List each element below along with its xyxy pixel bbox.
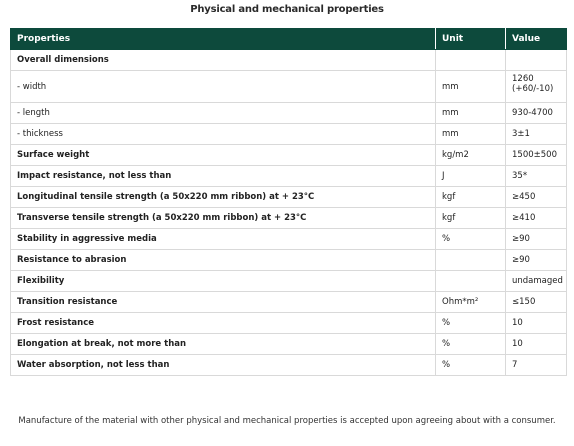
unit-cell: mm	[436, 103, 506, 124]
property-cell: Longitudinal tensile strength (a 50x220 mm ribbon) at + 23°C	[11, 187, 436, 208]
property-cell: Stability in aggressive media	[11, 229, 436, 250]
unit-cell: mm	[436, 124, 506, 145]
table-row	[11, 187, 567, 208]
property-cell: - thickness	[11, 124, 436, 145]
table-header-row	[11, 29, 567, 50]
value-cell: 35*	[506, 166, 567, 187]
table-row	[11, 166, 567, 187]
property-cell: Overall dimensions	[11, 50, 436, 71]
value-cell: ≤150	[506, 292, 567, 313]
table-row	[11, 229, 567, 250]
table-row	[11, 103, 567, 124]
table-row	[11, 292, 567, 313]
value-cell: ≥450	[506, 187, 567, 208]
property-cell: Water absorption, not less than	[11, 355, 436, 376]
header-value: Value	[506, 29, 567, 50]
footnote: Manufacture of the material with other physical and mechanical properties is accepted upon agreeing about with a consumer.	[18, 416, 556, 426]
header-unit: Unit	[436, 29, 506, 50]
table-row	[11, 208, 567, 229]
property-cell: Frost resistance	[11, 313, 436, 334]
table-row	[11, 355, 567, 376]
value-cell: 1500±500	[506, 145, 567, 166]
value-cell: 7	[506, 355, 567, 376]
property-cell: Elongation at break, not more than	[11, 334, 436, 355]
property-cell: Impact resistance, not less than	[11, 166, 436, 187]
unit-cell: kgf	[436, 187, 506, 208]
property-cell: Transverse tensile strength (a 50x220 mm ribbon) at + 23°C	[11, 208, 436, 229]
table-row	[11, 334, 567, 355]
value-cell: undamaged	[506, 271, 567, 292]
value-cell: 10	[506, 313, 567, 334]
property-cell: Flexibility	[11, 271, 436, 292]
table-row	[11, 145, 567, 166]
value-cell: ≥90	[506, 250, 567, 271]
header-properties: Properties	[11, 29, 436, 50]
table-row	[11, 250, 567, 271]
table-row	[11, 124, 567, 145]
unit-cell	[436, 50, 506, 71]
properties-table	[10, 28, 567, 376]
page-title: Physical and mechanical properties	[190, 4, 384, 15]
unit-cell	[436, 271, 506, 292]
value-cell: 930-4700	[506, 103, 567, 124]
table-row	[11, 271, 567, 292]
unit-cell: kg/m2	[436, 145, 506, 166]
property-cell: - length	[11, 103, 436, 124]
property-cell: - width	[11, 71, 436, 103]
value-cell	[506, 50, 567, 71]
property-cell: Surface weight	[11, 145, 436, 166]
value-cell: ≥90	[506, 229, 567, 250]
property-cell: Resistance to abrasion	[11, 250, 436, 271]
table-row	[11, 50, 567, 71]
value-cell: ≥410	[506, 208, 567, 229]
value-cell: 1260 (+60/-10)	[506, 71, 567, 103]
table-body	[11, 50, 567, 376]
unit-cell: %	[436, 229, 506, 250]
unit-cell: J	[436, 166, 506, 187]
value-cell: 10	[506, 334, 567, 355]
unit-cell: %	[436, 334, 506, 355]
table-row	[11, 313, 567, 334]
property-cell: Transition resistance	[11, 292, 436, 313]
value-cell: 3±1	[506, 124, 567, 145]
unit-cell: mm	[436, 71, 506, 103]
unit-cell: kgf	[436, 208, 506, 229]
unit-cell: %	[436, 355, 506, 376]
unit-cell	[436, 250, 506, 271]
table-row	[11, 71, 567, 103]
unit-cell: Ohm*m²	[436, 292, 506, 313]
unit-cell: %	[436, 313, 506, 334]
